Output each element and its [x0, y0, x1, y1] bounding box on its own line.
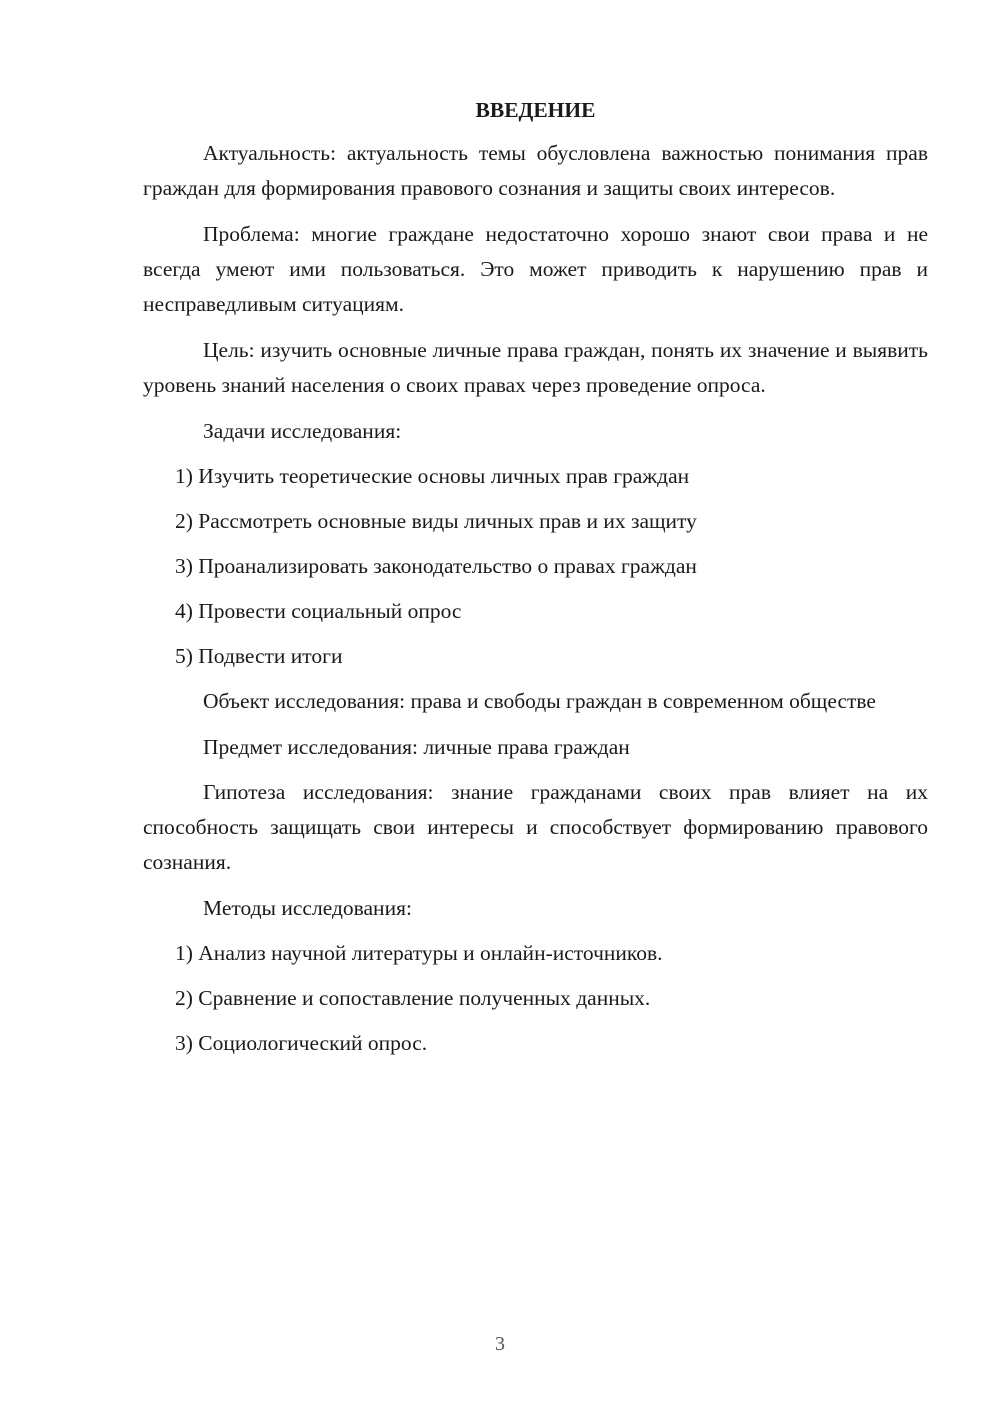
subject-paragraph: Предмет исследования: личные права граждан: [203, 735, 630, 759]
list-item: 3) Социологический опрос.: [175, 1031, 428, 1055]
methods-list: [143, 936, 928, 1061]
list-item: 4) Провести социальный опрос: [175, 599, 462, 623]
list-item: 2) Рассмотреть основные виды личных прав и их защиту: [175, 509, 697, 533]
list-item: 1) Анализ научной литературы и онлайн-источников.: [175, 941, 663, 965]
list-item: 5) Подвести итоги: [175, 644, 343, 668]
list-item: 1) Изучить теоретические основы личных прав граждан: [175, 464, 690, 488]
tasks-heading: Задачи исследования:: [203, 419, 402, 443]
goal-paragraph: Цель: изучить основные личные права граждан, понять их значение и выявить уровень знаний населения о своих правах через проведение опроса.: [143, 338, 928, 397]
list-item: 3) Проанализировать законодательство о правах граждан: [175, 554, 697, 578]
document-title: ВВЕДЕНИЕ: [475, 98, 596, 122]
relevance-paragraph: Актуальность: актуальность темы обусловлена важностью понимания прав граждан для формирования правового сознания и защиты своих интересов.: [143, 141, 928, 200]
document-page: [143, 92, 928, 1071]
methods-heading: Методы исследования:: [203, 896, 412, 920]
tasks-list: [143, 459, 928, 674]
object-paragraph: Объект исследования: права и свободы граждан в современном обществе: [203, 689, 876, 713]
page-number: 3: [495, 1333, 505, 1355]
problem-paragraph: Проблема: многие граждане недостаточно хорошо знают свои права и не всегда умеют ими пользоваться. Это может приводить к нарушению прав и несправедливым ситуациям.: [143, 222, 928, 316]
list-item: 2) Сравнение и сопоставление полученных данных.: [175, 986, 651, 1010]
hypothesis-paragraph: Гипотеза исследования: знание гражданами своих прав влияет на их способность защищать свои интересы и способствует формированию правового сознания.: [143, 780, 928, 874]
